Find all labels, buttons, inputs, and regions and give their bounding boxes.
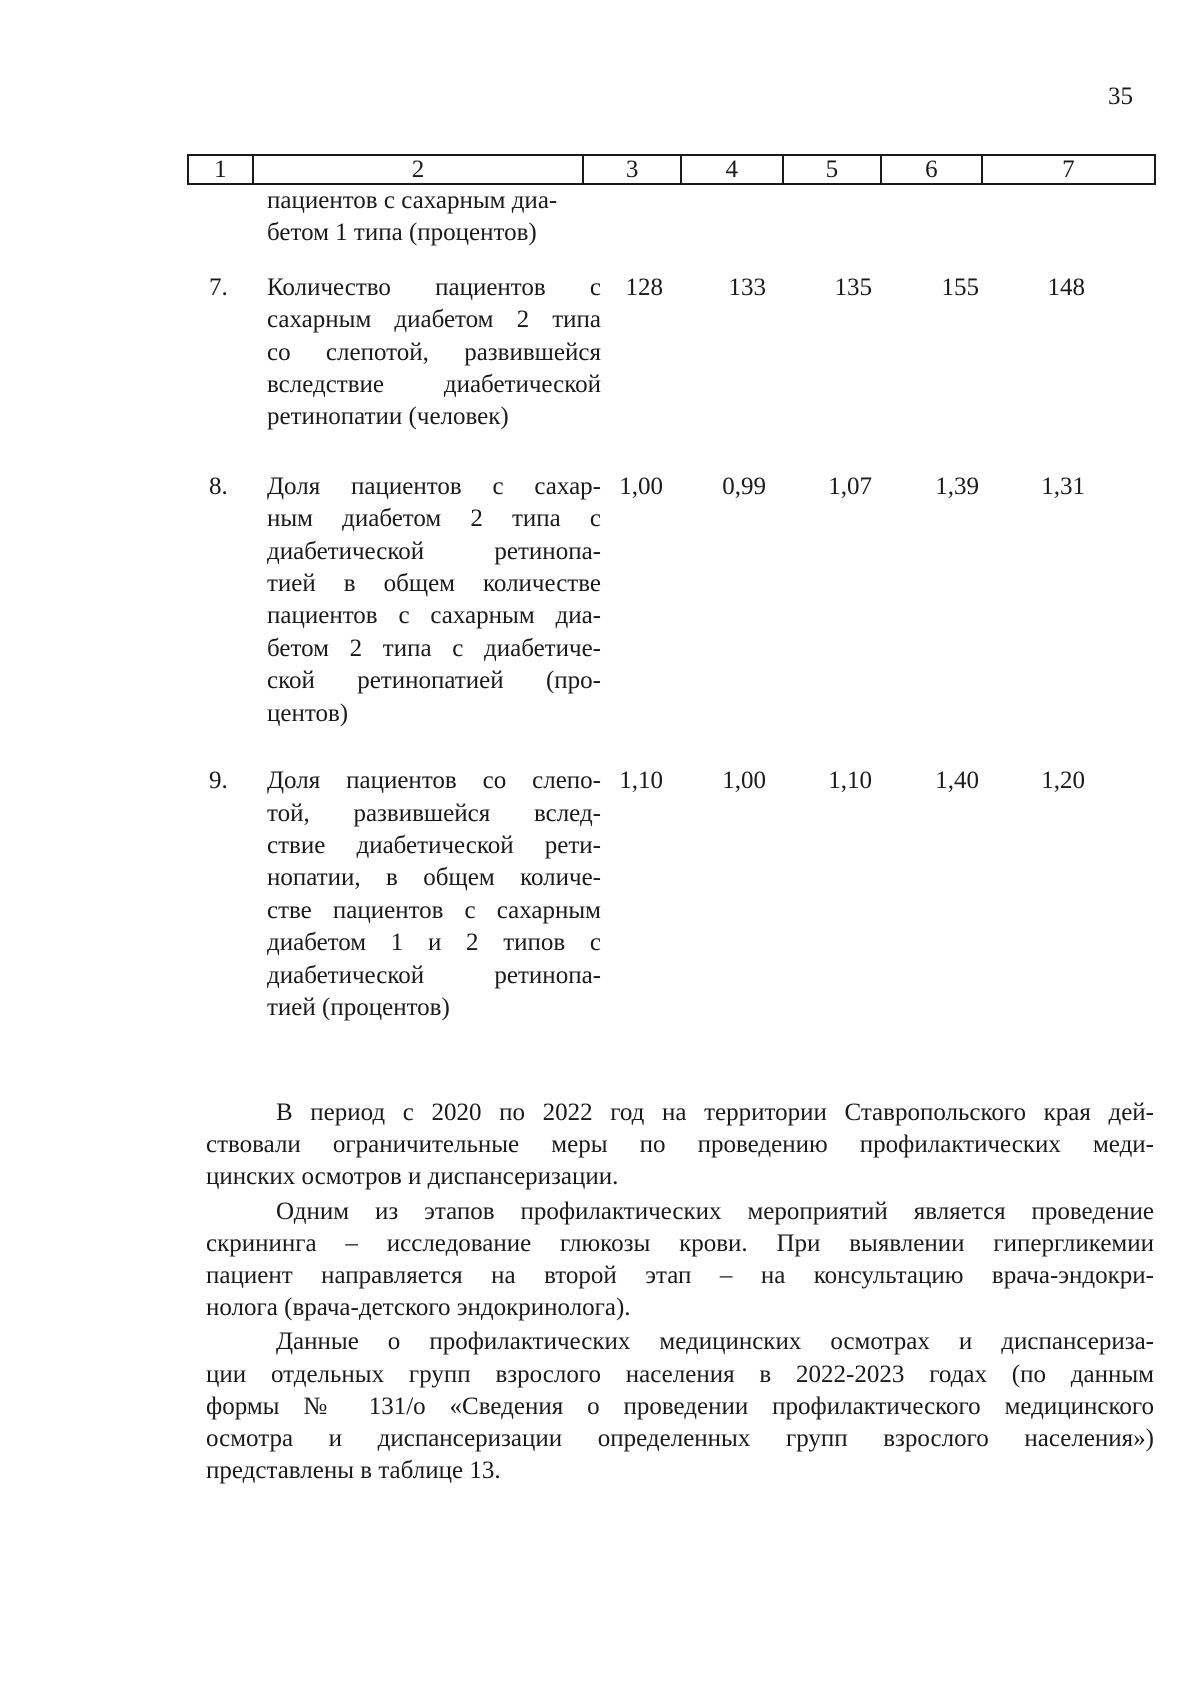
row-value: 1,40	[935, 767, 979, 795]
row-label-line: нопатии, в общем количе-	[267, 864, 601, 892]
table-header-row	[187, 154, 1156, 185]
table-header-cell: 6	[882, 156, 983, 183]
paragraph-line: представлены в таблице 13.	[206, 1457, 501, 1485]
row-value: 1,10	[828, 767, 872, 795]
row-value: 0,99	[722, 472, 766, 500]
row-label	[267, 765, 601, 1024]
row-value: 155	[941, 273, 979, 301]
row-value: 1,10	[619, 767, 663, 795]
table-header-cell: 7	[1062, 156, 1075, 183]
paragraph-line: формы № 131/о «Сведения о проведении профилактического медицинского	[206, 1392, 1154, 1420]
row-label-line: бетом 2 типа с диабетиче-	[267, 634, 601, 662]
body-text	[206, 1097, 1154, 1489]
row-value: 1,39	[935, 472, 979, 500]
row-label-line: ным диабетом 2 типа с	[267, 505, 601, 533]
paragraph-line: Одним из этапов профилактических мероприятий является проведение	[276, 1197, 1154, 1225]
paragraph-line: цинских осмотров и диспансеризации.	[206, 1163, 619, 1191]
row-label-line: центов)	[267, 699, 349, 727]
row-label-line: пациентов с сахарным диа-	[267, 187, 558, 214]
row-label-line: ской ретинопатией (про-	[267, 667, 601, 695]
row-value: 1,00	[619, 472, 663, 500]
page-number: 35	[1108, 83, 1133, 110]
row-value: 1,20	[1041, 767, 1085, 795]
row-label-line: диабетом 1 и 2 типов с	[267, 929, 601, 957]
row-label-line: сахарным диабетом 2 типа	[267, 306, 601, 334]
row-label-line: той, развившейся вслед-	[267, 799, 601, 827]
row-label-line: диабетической ретинопа-	[267, 961, 601, 989]
row-value: 1,00	[722, 767, 766, 795]
row-label-line: пациентов с сахарным диа-	[267, 602, 601, 630]
row-label-line: диабетической ретинопа-	[267, 537, 601, 565]
table-row	[187, 272, 1156, 434]
row-value: 133	[728, 273, 766, 301]
paragraph-line: скрининга – исследование глюкозы крови. При выявлении гипергликемии	[206, 1229, 1154, 1257]
paragraph	[206, 1097, 1154, 1194]
row-label-line: вследствие диабетической	[267, 371, 601, 399]
row-value: 1,31	[1041, 472, 1085, 500]
paragraph-line: осмотра и диспансеризации определенных групп взрослого населения»)	[206, 1425, 1154, 1453]
row-value: 1,07	[828, 472, 872, 500]
row-value: 135	[834, 273, 872, 301]
row-label-line: Количество пациентов с	[267, 273, 601, 301]
paragraph	[206, 1326, 1154, 1487]
row-number: 8.	[209, 472, 228, 500]
paragraph-line: ции отдельных групп взрослого населения в 2022-2023 годах (по данным	[206, 1360, 1154, 1388]
row-label	[267, 471, 601, 730]
table-header-cell: 5	[784, 156, 883, 183]
row-label-line: стве пациентов с сахарным	[267, 896, 601, 924]
paragraph-line: пациент направляется на второй этап – на консультацию врача-эндокри-	[206, 1262, 1154, 1290]
row-label	[267, 185, 601, 250]
table-row	[187, 185, 1156, 250]
row-label	[267, 272, 601, 434]
row-label-line: Доля пациентов с сахар-	[267, 472, 601, 500]
row-value: 148	[1047, 273, 1085, 301]
table-header-cell: 3	[584, 156, 682, 183]
row-label-line: со слепотой, развившейся	[267, 338, 601, 366]
paragraph-line: нолога (врача-детского эндокринолога).	[206, 1294, 631, 1322]
paragraph-line: В период с 2020 по 2022 год на территории Ставропольского края дей-	[276, 1099, 1154, 1126]
row-label-line: тией в общем количестве	[267, 570, 601, 598]
paragraph	[206, 1196, 1154, 1325]
table-body	[187, 185, 1156, 1024]
paragraph-line: ствовали ограничительные меры по проведению профилактических меди-	[206, 1131, 1154, 1159]
row-label-line: Доля пациентов со слепо-	[267, 767, 601, 795]
row-value: 128	[625, 273, 663, 301]
row-label-line: ретинопатии (человек)	[267, 403, 509, 431]
row-label-line: ствие диабетической рети-	[267, 831, 601, 859]
table-header-cell: 4	[682, 156, 784, 183]
paragraph-line: Данные о профилактических медицинских осмотрах и диспансериза-	[276, 1328, 1154, 1356]
row-label-line: бетом 1 типа (процентов)	[267, 219, 537, 247]
row-number: 7.	[209, 273, 228, 301]
row-label-line: тией (процентов)	[267, 993, 450, 1021]
table-header-cell: 1	[189, 156, 254, 183]
table-row	[187, 765, 1156, 1024]
row-number: 9.	[209, 767, 228, 795]
table-header-cell: 2	[254, 156, 585, 183]
table-row	[187, 471, 1156, 730]
